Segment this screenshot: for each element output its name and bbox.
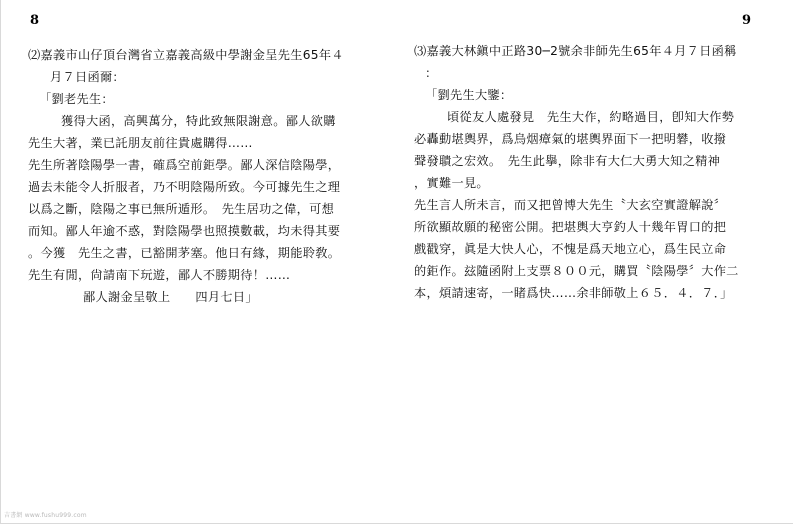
paragraph: 戲戳穿，眞是大快人心，不愧是爲天地立心，爲生民立命 <box>414 242 727 256</box>
paragraph: 先生言人所未言，而又把曾博大先生〝大玄空實證解說〞 <box>414 198 727 212</box>
paragraph: ⑶嘉義大林鎭中正路30─2號余非師先生65年４月７日函稱 <box>414 44 737 58</box>
right-page <box>396 0 793 524</box>
signature-line: 鄙人謝金呈敬上 四月七日」 <box>83 290 258 304</box>
paragraph: 的鉅作。玆隨函附上支票８００元，購買〝陰陽學〞大作二 <box>414 264 739 278</box>
watermark-text: 吉書網 www.fushu999.com <box>4 512 87 520</box>
paragraph: 聲發聵之宏效。 先生此擧，除非有大仁大勇大知之精神 <box>414 154 721 168</box>
paragraph: 而知。鄙人年逾不惑，對陰陽學也照摸數載，均未得其要 <box>28 224 341 238</box>
paragraph: 月７日函爾： <box>50 70 125 84</box>
paragraph: 過去未能令人折服者，乃不明陰陽所致。今可據先生之理 <box>28 180 341 194</box>
paragraph: 先生大著，業已託朋友前往貴處購得…… <box>28 136 253 150</box>
right-page-body <box>414 41 769 304</box>
page-border-left <box>0 0 1 524</box>
paragraph: 「劉先生大鑒： <box>425 88 513 102</box>
paragraph: 先生有閒，尙請南下玩遊，鄙人不勝期待！…… <box>28 268 291 282</box>
paragraph: 本，煩請速寄，一睹爲快……余非師敬上６５．４．７．」 <box>414 286 733 300</box>
paragraph: ： <box>425 66 438 80</box>
left-page-body <box>28 45 378 308</box>
paragraph: ⑵嘉義市山仔頂台灣省立嘉義高級中學謝金呈先生65年４ <box>28 48 344 62</box>
paragraph: 。今獲 先生之書，已豁開茅塞。他日有緣，期能聆敎。 <box>28 246 341 260</box>
paragraph: 「劉老先生： <box>39 92 114 106</box>
paragraph: 必轟動堪輿界，爲烏烟瘴氣的堪輿界面下一把明礬，收撥 <box>414 132 727 146</box>
paragraph: 以爲之斷，陰陽之事已無所遁形。 先生居功之偉，可想 <box>28 202 335 216</box>
paragraph: 先生所著陰陽學一書，確爲空前鉅學。鄙人深信陰陽學， <box>28 158 341 172</box>
paragraph: 所欲顯故願的秘密公開。把堪輿大亨釣人十幾年胃口的把 <box>414 220 727 234</box>
paragraph: 獲得大函，高興萬分，特此致無限謝意。鄙人欲購 <box>61 114 336 128</box>
paragraph: ，實難一見。 <box>414 176 489 190</box>
paragraph: 頃從友人處發見 先生大作，約略過目，卽知大作勢 <box>447 110 735 124</box>
page-number-right: 9 <box>741 13 751 28</box>
left-page <box>0 0 396 524</box>
page-number-left: 8 <box>30 13 40 28</box>
